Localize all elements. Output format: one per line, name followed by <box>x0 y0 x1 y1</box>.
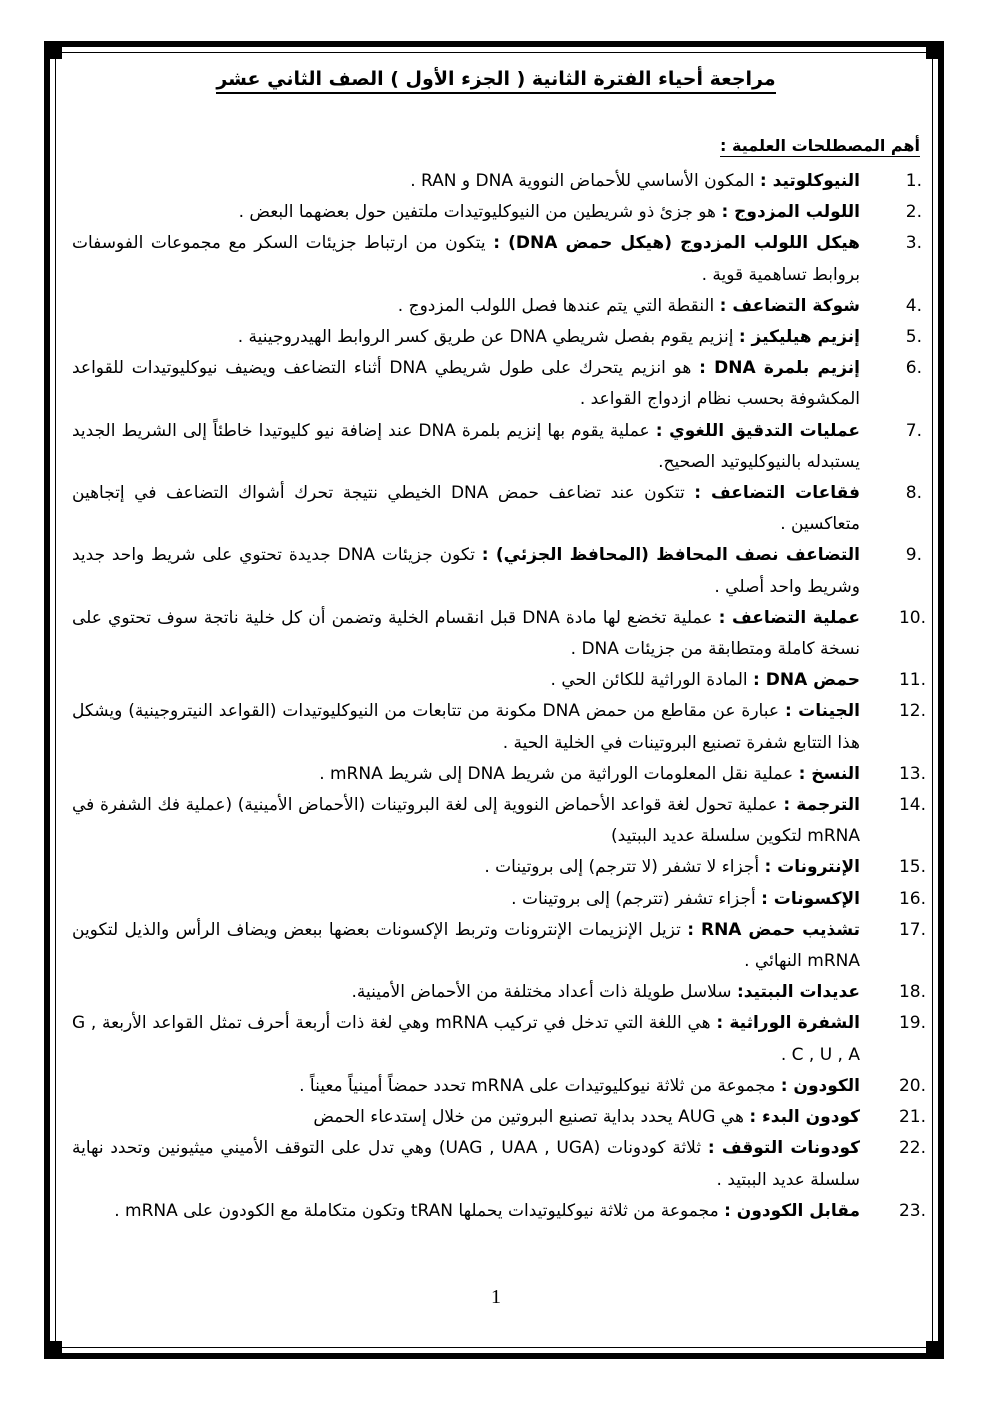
item-term: الكودون : <box>780 1075 860 1096</box>
list-item <box>72 852 926 883</box>
list-item <box>72 1102 926 1133</box>
item-definition: هو جزئ ذو شريطين من النيوكليوتيدات ملتفين حول بعضهما البعض . <box>238 202 722 223</box>
item-definition: هي اللغة التي تدخل في تركيب mRNA وهي لغة ذات أربعة أحرف تمثل القواعد الأربعة G , C , U , A . <box>72 1013 860 1065</box>
border-corner <box>926 1341 944 1359</box>
item-term: تشذيب حمض RNA : <box>687 919 861 940</box>
item-definition: سلاسل طويلة ذات أعداد مختلفة من الأحماض الأمينية. <box>351 982 737 1003</box>
item-definition: عملية تحول لغة قواعد الأحماض النووية إلى لغة البروتينات (الأحماض الأمينية) (عملية فك الشفرة في mRNA لتكوين سلسلة عديد الببتيد) <box>72 795 860 847</box>
item-term: الإكسونات : <box>761 888 860 909</box>
item-term: إنزيم هيليكيز : <box>738 327 860 348</box>
item-term: النيوكلوتيد : <box>759 171 860 191</box>
item-definition: أجزاء لا تشفر (لا تترجم) إلى بروتينات . <box>484 857 765 878</box>
list-item <box>72 1008 926 1070</box>
item-number: 7. <box>905 420 922 441</box>
item-definition: يتكون من ارتباط جزيئات السكر مع مجموعات الفوسفات بروابط تساهمية قوية . <box>72 233 860 285</box>
list-item <box>72 478 922 540</box>
item-definition: تكون جزيئات DNA جديدة تحتوي على شريط واحد جديد وشريط واحد أصلي . <box>72 545 860 597</box>
list-item <box>72 665 926 696</box>
list-item <box>72 603 926 665</box>
item-definition: إنزيم يقوم بفصل شريطي DNA عن طريق كسر الروابط الهيدروجينية . <box>237 327 739 348</box>
item-number: 6. <box>905 358 922 379</box>
item-number: 15. <box>898 857 926 878</box>
item-definition: مجموعة من ثلاثة نيوكليوتيدات على mRNA تحدد حمضاً أمينياً معيناً . <box>299 1075 781 1096</box>
item-number: 22. <box>898 1138 926 1159</box>
item-term: كودون البدء : <box>749 1107 860 1128</box>
item-definition: أجزاء تشفر (تترجم) إلى بروتينات . <box>511 888 762 909</box>
item-term: عمليات التدقيق اللغوي : <box>655 420 860 441</box>
border-corner <box>926 41 944 59</box>
terms-list <box>72 166 926 1227</box>
item-term: الجينات : <box>784 701 860 722</box>
item-definition: هو انزيم يتحرك على طول شريطي DNA أثناء التضاعف ويضيف نيوكليوتيدات للقواعد المكشوفة بحسب نظام ازدواج القواعد . <box>72 358 860 410</box>
item-number: 5. <box>905 327 922 348</box>
item-number: 23. <box>898 1200 926 1221</box>
item-number: 16. <box>898 888 926 909</box>
item-number: 10. <box>898 607 926 628</box>
list-item <box>72 540 922 602</box>
item-definition: هي AUG يحدد بداية تصنيع البروتين من خلال إستدعاء الحمض <box>313 1107 750 1128</box>
list-item <box>72 884 926 915</box>
list-item <box>72 228 922 290</box>
item-definition: النقطة التي يتم عندها فصل اللولب المزدوج . <box>397 295 720 316</box>
item-definition: المادة الوراثية للكائن الحي . <box>550 670 754 691</box>
item-definition: المكون الأساسي للأحماض النووية DNA و RAN . <box>410 171 760 191</box>
item-number: 4. <box>905 295 922 316</box>
item-definition: تتكون عند تضاعف حمض DNA الخيطي نتيجة تحرك أشواك التضاعف في إتجاهين متعاكسين . <box>72 483 860 535</box>
item-number: 21. <box>898 1107 926 1128</box>
item-term: كودونات التوقف : <box>707 1138 861 1159</box>
item-term: الترجمة : <box>783 795 860 816</box>
list-item <box>72 977 926 1008</box>
border-corner <box>44 1341 62 1359</box>
list-item <box>72 915 926 977</box>
list-item <box>72 790 926 852</box>
item-term: الشفرة الوراثية : <box>716 1013 860 1034</box>
item-number: 8. <box>905 483 922 504</box>
item-number: 13. <box>898 763 926 784</box>
list-item <box>72 166 922 197</box>
item-definition: عبارة عن مقاطع من حمض DNA مكونة من تتابعات من النيوكليوتيدات (القواعد النيتروجينية) ويشكل هذا التتابع شفرة تصنيع البروتينات في الخلية الحية . <box>72 701 860 753</box>
item-definition: مجموعة من ثلاثة نيوكليوتيدات يحملها tRAN وتكون متكاملة مع الكودون على mRNA . <box>114 1200 725 1221</box>
item-number: 3. <box>905 233 922 254</box>
item-definition: عملية يقوم بها إنزيم بلمرة DNA عند إضافة نيو كليوتيدا خاطئاً إلى الشريط الجديد يستبدله بالنيوكليوتيد الصحيح. <box>72 420 860 472</box>
item-number: 14. <box>898 795 926 816</box>
item-number: 19. <box>898 1013 926 1034</box>
item-term: حمض DNA : <box>753 670 860 691</box>
item-term: الإنترونات : <box>764 857 860 878</box>
list-item <box>72 291 922 322</box>
section-heading: أهم المصطلحات العلمية : <box>720 136 920 155</box>
item-term: فقاعات التضاعف : <box>694 483 860 504</box>
item-term: التضاعف نصف المحافظ (المحافظ الجزئي) : <box>481 545 860 566</box>
item-number: 12. <box>898 701 926 722</box>
item-number: 11. <box>898 670 926 691</box>
item-number: 9. <box>905 545 922 566</box>
item-term: عملية التضاعف : <box>718 607 860 628</box>
list-item <box>72 696 926 758</box>
item-definition: عملية نقل المعلومات الوراثية من شريط DNA إلى شريط mRNA . <box>319 763 799 784</box>
item-term: اللولب المزدوج : <box>721 202 860 223</box>
list-item <box>72 1196 926 1227</box>
item-term: عديدات الببتيد: <box>736 982 860 1003</box>
item-term: إنزيم بلمرة DNA : <box>699 358 861 379</box>
list-item <box>72 322 922 353</box>
item-term: مقابل الكودون : <box>724 1200 860 1221</box>
list-item <box>72 416 922 478</box>
item-definition: ثلاثة كودونات (UAG , UAA , UGA) وهي تدل على التوقف الأميني ميثيونين وتحدد نهاية سلسلة عديد الببتيد . <box>72 1138 860 1190</box>
list-item <box>72 197 922 228</box>
item-number: 20. <box>898 1075 926 1096</box>
item-number: 2. <box>905 202 922 223</box>
item-number: 18. <box>898 982 926 1003</box>
item-number: 1. <box>905 171 922 191</box>
item-number: 17. <box>898 919 926 940</box>
item-definition: تزيل الإنزيمات الإنترونات وتربط الإكسونات بعضها ببعض ويضاف الرأس والذيل لتكوين mRNA النهائي . <box>72 919 860 972</box>
page-number: 1 <box>491 1286 501 1308</box>
border-corner <box>44 41 62 59</box>
item-term: النسخ : <box>798 763 860 784</box>
item-term: شوكة التضاعف : <box>719 295 860 316</box>
list-item <box>72 1071 926 1102</box>
item-term: هيكل اللولب المزدوج (هيكل حمض DNA) : <box>493 233 860 254</box>
list-item <box>72 1133 926 1195</box>
item-definition: عملية تخضع لها مادة DNA قبل انقسام الخلية وتضمن أن كل خلية ناتجة سوف تحتوي على نسخة كاملة ومتطابقة من جزيئات DNA . <box>72 607 860 660</box>
list-item <box>72 759 926 790</box>
page-title: مراجعة أحياء الفترة الثانية ( الجزء الأول ) الصف الثاني عشر <box>0 68 992 90</box>
list-item <box>72 353 922 415</box>
